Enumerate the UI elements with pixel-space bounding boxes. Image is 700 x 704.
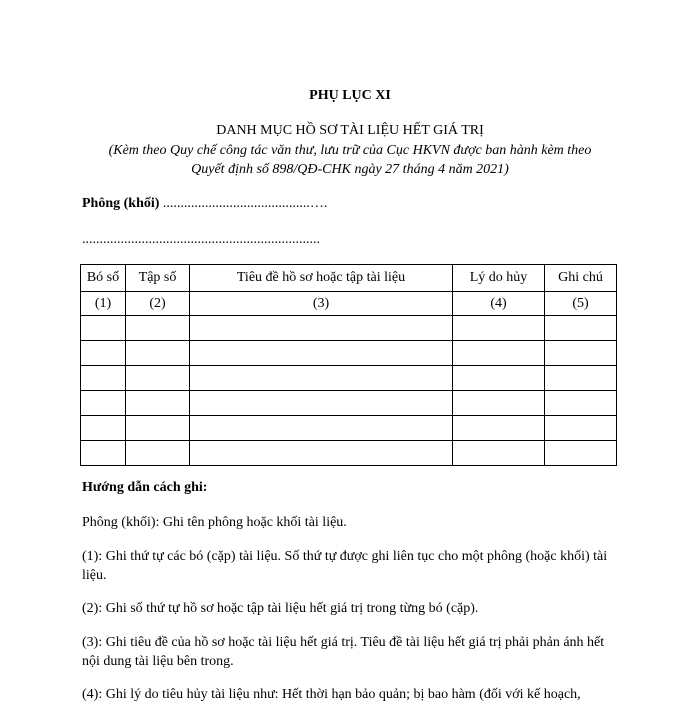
fond-dots: ..........................................…. <box>159 196 328 211</box>
header-destroy-reason: Lý do hủy <box>453 265 545 292</box>
appendix-label: PHỤ LỤC XI <box>309 88 391 103</box>
table-cell <box>190 416 453 441</box>
table-cell <box>126 341 190 366</box>
table-row <box>81 341 617 366</box>
table-row <box>81 366 617 391</box>
table-cell <box>81 441 126 466</box>
column-number-row <box>81 292 617 316</box>
table-cell <box>453 341 545 366</box>
table-cell <box>190 366 453 391</box>
guide-item-1: (1): Ghi thứ tự các bó (cặp) tài liệu. Số thứ tự được ghi liên tục cho một phông (hoặc khối) tài liệu. <box>82 549 608 583</box>
table-cell <box>126 316 190 341</box>
guide-item-2: (2): Ghi số thứ tự hồ sơ hoặc tập tài liệu hết giá trị trong từng bó (cặp). <box>82 601 479 616</box>
header-file-number: Tập số <box>126 265 190 292</box>
table-cell <box>545 416 617 441</box>
guide-item-fond: Phông (khối): Ghi tên phông hoặc khối tài liệu. <box>82 515 347 530</box>
table-header-row <box>81 265 617 292</box>
header-bundle-number: Bó số <box>81 265 126 292</box>
table-row <box>81 316 617 341</box>
column-number-4: (4) <box>453 292 545 316</box>
column-number-3: (3) <box>190 292 453 316</box>
table-cell <box>545 441 617 466</box>
column-number-5: (5) <box>545 292 617 316</box>
table-cell <box>190 441 453 466</box>
document-subtitle-line-1: (Kèm theo Quy chế công tác văn thư, lưu trữ của Cục HKVN được ban hành kèm theo <box>108 143 592 158</box>
document-subtitle-line-2: Quyết định số 898/QĐ-CHK ngày 27 tháng 4 năm 2021) <box>191 162 509 177</box>
table-cell <box>81 416 126 441</box>
records-table <box>80 264 617 466</box>
table-cell <box>126 366 190 391</box>
guide-item-4: (4): Ghi lý do tiêu hủy tài liệu như: Hết thời hạn bảo quản; bị bao hàm (đối với kế hoạch, <box>82 687 581 702</box>
table-cell <box>545 341 617 366</box>
table-cell <box>453 316 545 341</box>
fond-field <box>82 196 327 212</box>
column-number-2: (2) <box>126 292 190 316</box>
table-row <box>81 441 617 466</box>
document-title: DANH MỤC HỒ SƠ TÀI LIỆU HẾT GIÁ TRỊ <box>216 123 484 138</box>
table-cell <box>81 316 126 341</box>
table-cell <box>453 391 545 416</box>
table-cell <box>545 391 617 416</box>
fond-label: Phông (khối) <box>82 196 160 211</box>
table-cell <box>126 391 190 416</box>
table-cell <box>81 341 126 366</box>
table-cell <box>453 366 545 391</box>
table-cell <box>190 341 453 366</box>
table-row <box>81 416 617 441</box>
table-cell <box>453 441 545 466</box>
table-cell <box>81 366 126 391</box>
header-file-title: Tiêu đề hồ sơ hoặc tập tài liệu <box>190 265 453 292</box>
table-cell <box>545 366 617 391</box>
table-cell <box>81 391 126 416</box>
table-cell <box>453 416 545 441</box>
table-cell <box>190 391 453 416</box>
header-note: Ghi chú <box>545 265 617 292</box>
guide-heading: Hướng dẫn cách ghi: <box>82 480 208 495</box>
table-row <box>81 391 617 416</box>
fond-continuation-dots: .................................................................... <box>82 232 320 247</box>
table-cell <box>126 441 190 466</box>
table-cell <box>126 416 190 441</box>
table-cell <box>190 316 453 341</box>
table-cell <box>545 316 617 341</box>
guide-item-3: (3): Ghi tiêu đề của hồ sơ hoặc tài liệu hết giá trị. Tiêu đề tài liệu hết giá trị phải phản ánh hết nội dung tài liệu bên trong. <box>82 635 605 669</box>
column-number-1: (1) <box>81 292 126 316</box>
